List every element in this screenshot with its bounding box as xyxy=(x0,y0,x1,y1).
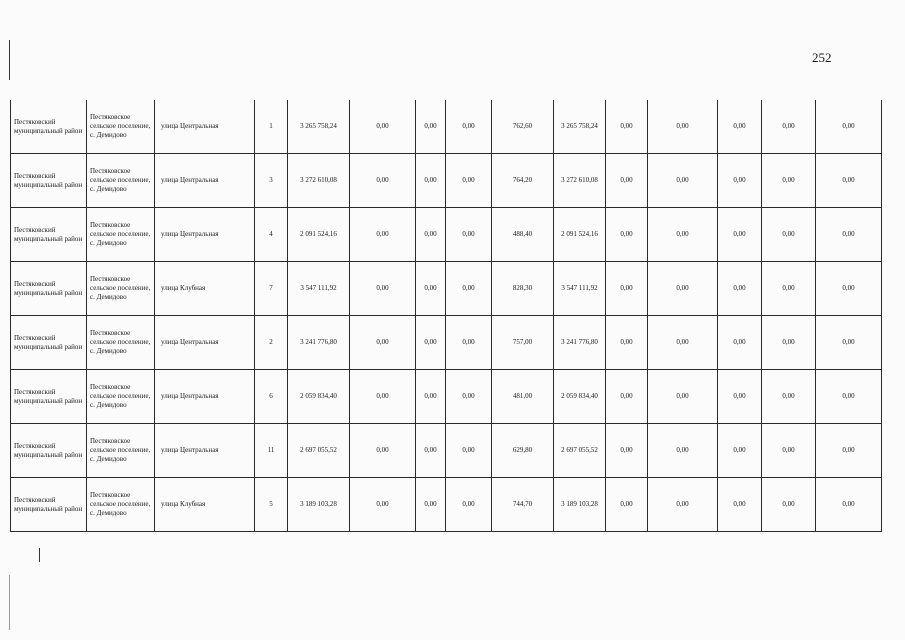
cell-street: улица Центральная xyxy=(155,424,255,478)
table-row xyxy=(11,262,882,316)
cell-cost-repeat: 3 189 103,28 xyxy=(554,478,606,532)
cell-district: Пестяковский муниципальный район xyxy=(11,100,87,154)
cell-value-10: 0,00 xyxy=(762,316,816,370)
cell-value-10: 0,00 xyxy=(762,100,816,154)
cell-total-cost: 3 272 610,08 xyxy=(288,154,350,208)
cell-value-7: 0,00 xyxy=(606,478,648,532)
cell-value-3: 0,00 xyxy=(416,424,446,478)
cell-value-8: 0,00 xyxy=(648,208,718,262)
cell-value-8: 0,00 xyxy=(648,154,718,208)
cell-value-10: 0,00 xyxy=(762,262,816,316)
cell-settlement: Пестяковское сельское поселение, с. Демидово xyxy=(87,262,155,316)
cell-value-7: 0,00 xyxy=(606,154,648,208)
cell-value-4: 0,00 xyxy=(446,316,492,370)
cell-house-number: 6 xyxy=(255,370,288,424)
cell-district: Пестяковский муниципальный район xyxy=(11,424,87,478)
cell-value-2: 0,00 xyxy=(350,100,416,154)
cell-house-number: 2 xyxy=(255,316,288,370)
cell-total-cost: 3 265 758,24 xyxy=(288,100,350,154)
cell-value-8: 0,00 xyxy=(648,424,718,478)
cell-value-11: 0,00 xyxy=(816,100,882,154)
cell-settlement: Пестяковское сельское поселение, с. Демидово xyxy=(87,424,155,478)
table-row xyxy=(11,478,882,532)
cell-total-cost: 2 091 524,16 xyxy=(288,208,350,262)
cell-street: улица Центральная xyxy=(155,154,255,208)
cell-house-number: 1 xyxy=(255,100,288,154)
cell-area: 762,60 xyxy=(492,100,554,154)
cell-value-4: 0,00 xyxy=(446,424,492,478)
cell-total-cost: 2 059 834,40 xyxy=(288,370,350,424)
cell-value-2: 0,00 xyxy=(350,262,416,316)
cell-settlement: Пестяковское сельское поселение, с. Демидово xyxy=(87,316,155,370)
cell-value-7: 0,00 xyxy=(606,262,648,316)
cell-value-4: 0,00 xyxy=(446,370,492,424)
cell-value-8: 0,00 xyxy=(648,262,718,316)
cell-value-2: 0,00 xyxy=(350,370,416,424)
cell-house-number: 4 xyxy=(255,208,288,262)
cell-value-8: 0,00 xyxy=(648,100,718,154)
cell-value-11: 0,00 xyxy=(816,478,882,532)
table-row xyxy=(11,208,882,262)
cell-value-11: 0,00 xyxy=(816,208,882,262)
cell-house-number: 3 xyxy=(255,154,288,208)
cell-value-11: 0,00 xyxy=(816,262,882,316)
cell-cost-repeat: 3 241 776,80 xyxy=(554,316,606,370)
cell-value-3: 0,00 xyxy=(416,208,446,262)
scan-mark-left xyxy=(9,40,10,80)
cell-value-4: 0,00 xyxy=(446,478,492,532)
cell-value-2: 0,00 xyxy=(350,154,416,208)
cell-cost-repeat: 2 091 524,16 xyxy=(554,208,606,262)
cell-settlement: Пестяковское сельское поселение, с. Демидово xyxy=(87,208,155,262)
cell-cost-repeat: 3 272 610,08 xyxy=(554,154,606,208)
cell-value-3: 0,00 xyxy=(416,478,446,532)
cell-area: 744,70 xyxy=(492,478,554,532)
cell-value-4: 0,00 xyxy=(446,100,492,154)
cell-value-2: 0,00 xyxy=(350,208,416,262)
cell-value-7: 0,00 xyxy=(606,370,648,424)
cell-house-number: 7 xyxy=(255,262,288,316)
cell-total-cost: 3 189 103,28 xyxy=(288,478,350,532)
cell-cost-repeat: 3 265 758,24 xyxy=(554,100,606,154)
cell-value-9: 0,00 xyxy=(718,154,762,208)
cell-value-3: 0,00 xyxy=(416,262,446,316)
cell-value-7: 0,00 xyxy=(606,100,648,154)
cell-value-9: 0,00 xyxy=(718,316,762,370)
cell-value-4: 0,00 xyxy=(446,154,492,208)
table-row xyxy=(11,316,882,370)
cell-street: улица Центральная xyxy=(155,316,255,370)
cell-street: улица Центральная xyxy=(155,100,255,154)
data-table xyxy=(10,100,882,532)
cell-value-3: 0,00 xyxy=(416,370,446,424)
cell-district: Пестяковский муниципальный район xyxy=(11,370,87,424)
table-row xyxy=(11,424,882,478)
cell-cost-repeat: 2 059 834,40 xyxy=(554,370,606,424)
cell-value-9: 0,00 xyxy=(718,100,762,154)
page-number: 252 xyxy=(812,50,832,65)
table-body xyxy=(11,100,882,532)
cell-area: 488,40 xyxy=(492,208,554,262)
table-row xyxy=(11,100,882,154)
cell-house-number: 11 xyxy=(255,424,288,478)
cell-district: Пестяковский муниципальный район xyxy=(11,316,87,370)
cell-value-4: 0,00 xyxy=(446,262,492,316)
scan-mark-edge xyxy=(9,575,10,630)
cell-value-10: 0,00 xyxy=(762,478,816,532)
table-row xyxy=(11,370,882,424)
cell-total-cost: 2 697 055,52 xyxy=(288,424,350,478)
cell-street: улица Центральная xyxy=(155,370,255,424)
table-row xyxy=(11,154,882,208)
cell-area: 481,00 xyxy=(492,370,554,424)
cell-street: улица Клубная xyxy=(155,478,255,532)
cell-value-4: 0,00 xyxy=(446,208,492,262)
cell-cost-repeat: 2 697 055,52 xyxy=(554,424,606,478)
cell-house-number: 5 xyxy=(255,478,288,532)
cell-area: 764,20 xyxy=(492,154,554,208)
cell-street: улица Центральная xyxy=(155,208,255,262)
cell-value-10: 0,00 xyxy=(762,208,816,262)
cell-value-3: 0,00 xyxy=(416,316,446,370)
cell-value-2: 0,00 xyxy=(350,424,416,478)
cell-value-3: 0,00 xyxy=(416,100,446,154)
cell-value-10: 0,00 xyxy=(762,370,816,424)
cell-value-10: 0,00 xyxy=(762,424,816,478)
cell-settlement: Пестяковское сельское поселение, с. Демидово xyxy=(87,370,155,424)
cell-value-9: 0,00 xyxy=(718,262,762,316)
scan-mark-bottom xyxy=(39,548,40,562)
cell-value-11: 0,00 xyxy=(816,424,882,478)
cell-area: 629,80 xyxy=(492,424,554,478)
cell-value-8: 0,00 xyxy=(648,478,718,532)
cell-value-9: 0,00 xyxy=(718,478,762,532)
cell-settlement: Пестяковское сельское поселение, с. Демидово xyxy=(87,478,155,532)
cell-value-7: 0,00 xyxy=(606,316,648,370)
cell-total-cost: 3 241 776,80 xyxy=(288,316,350,370)
cell-total-cost: 3 547 111,92 xyxy=(288,262,350,316)
cell-district: Пестяковский муниципальный район xyxy=(11,154,87,208)
cell-street: улица Клубная xyxy=(155,262,255,316)
cell-area: 828,30 xyxy=(492,262,554,316)
cell-settlement: Пестяковское сельское поселение, с. Демидово xyxy=(87,154,155,208)
cell-cost-repeat: 3 547 111,92 xyxy=(554,262,606,316)
cell-value-10: 0,00 xyxy=(762,154,816,208)
cell-value-9: 0,00 xyxy=(718,208,762,262)
cell-district: Пестяковский муниципальный район xyxy=(11,208,87,262)
cell-value-9: 0,00 xyxy=(718,424,762,478)
cell-district: Пестяковский муниципальный район xyxy=(11,262,87,316)
cell-value-7: 0,00 xyxy=(606,424,648,478)
cell-value-11: 0,00 xyxy=(816,316,882,370)
cell-value-8: 0,00 xyxy=(648,370,718,424)
cell-value-2: 0,00 xyxy=(350,316,416,370)
cell-value-2: 0,00 xyxy=(350,478,416,532)
cell-area: 757,00 xyxy=(492,316,554,370)
cell-value-9: 0,00 xyxy=(718,370,762,424)
cell-district: Пестяковский муниципальный район xyxy=(11,478,87,532)
cell-value-8: 0,00 xyxy=(648,316,718,370)
data-table-wrapper xyxy=(10,100,881,532)
cell-value-11: 0,00 xyxy=(816,154,882,208)
cell-value-3: 0,00 xyxy=(416,154,446,208)
cell-value-7: 0,00 xyxy=(606,208,648,262)
cell-value-11: 0,00 xyxy=(816,370,882,424)
cell-settlement: Пестяковское сельское поселение, с. Демидово xyxy=(87,100,155,154)
